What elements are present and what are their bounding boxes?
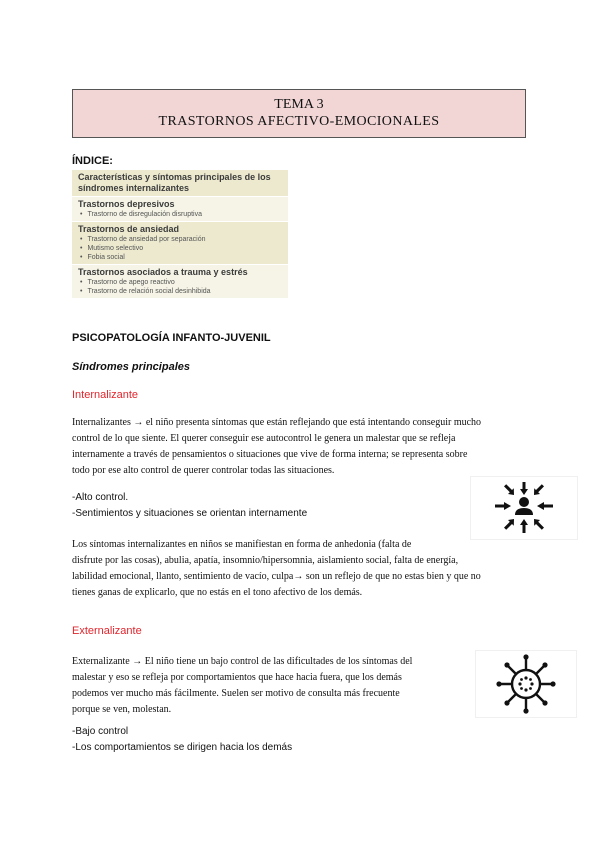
outward-burst-icon xyxy=(475,650,577,718)
index-section xyxy=(72,222,288,265)
index-item: • Mutismo selectivo xyxy=(78,244,284,253)
text-line: podemos ver mucho más fácilmente. Suelen ser motivo de consulta más frecuente xyxy=(72,688,400,699)
index-item: • Trastorno de disregulación disruptiva xyxy=(78,210,284,219)
index-section xyxy=(72,170,288,197)
title-line-1: TEMA 3 xyxy=(274,97,324,112)
index-section-heading: Trastornos depresivos xyxy=(78,199,175,209)
sindromes-heading: Síndromes principales xyxy=(72,361,190,373)
outward-burst-icon-graphic xyxy=(476,651,576,717)
internalizante-bullets xyxy=(72,490,307,522)
text-line: malestar y eso se refleja por comportamientos que hace hacia fuera, que los demás xyxy=(72,672,402,683)
externalizante-heading: Externalizante xyxy=(72,625,142,637)
text-line: tienes ganas de explicarlo, que no estás en el tono afectivo de los demás. xyxy=(72,587,363,598)
index-item: • Trastorno de relación social desinhibida xyxy=(78,287,284,296)
text-line: labilidad emocional, llanto, sentimiento de vacío, culpa→ son un reflejo de que no estas bien y que no xyxy=(72,571,481,582)
internalizante-symptoms-paragraph xyxy=(72,537,481,601)
text-line: Los síntomas internalizantes en niños se manifiestan en forma de anhedonia (falta de xyxy=(72,539,412,550)
title-line-2: TRASTORNOS AFECTIVO-EMOCIONALES xyxy=(158,114,440,129)
index-label: ÍNDICE: xyxy=(72,155,113,167)
index-section-heading: Trastornos asociados a trauma y estrés xyxy=(78,267,248,277)
index-section xyxy=(72,197,288,222)
bullet-line: -Bajo control xyxy=(72,726,129,737)
text-line: todo por ese alto control de querer controlar todas las situaciones. xyxy=(72,465,335,476)
title-box xyxy=(72,89,526,138)
text-line: Internalizantes → el niño presenta síntomas que están reflejando que está intentando conseguir mucho xyxy=(72,417,482,428)
psicopatologia-heading: PSICOPATOLOGÍA INFANTO-JUVENIL xyxy=(72,332,271,344)
index-section xyxy=(72,265,288,299)
text-line: disfrute por las cosas), abulia, apatía, insomnio/hipersomnia, aislamiento social, falta de energía, xyxy=(72,555,459,566)
text-line: internamente a través de pensamientos o situaciones que vive de forma interna; se representa sobre xyxy=(72,449,468,460)
index-item: • Trastorno de apego reactivo xyxy=(78,278,284,287)
internalizante-heading: Internalizante xyxy=(72,389,139,401)
inward-arrows-icon xyxy=(470,476,578,540)
bullet-line: -Los comportamientos se dirigen hacia los demás xyxy=(72,742,293,753)
externalizante-bullets xyxy=(72,724,292,756)
text-line: Externalizante → El niño tiene un bajo control de las dificultades de los síntomas del xyxy=(72,656,413,667)
text-line: porque se ven, molestan. xyxy=(72,704,172,715)
index-section-heading: Trastornos de ansiedad xyxy=(78,224,180,234)
externalizante-paragraph xyxy=(72,654,412,718)
text-line: control de lo que siente. El querer conseguir ese autocontrol le genera un malestar que se refleja xyxy=(72,433,456,444)
index-table xyxy=(72,170,288,299)
bullet-line: -Sentimientos y situaciones se orientan internamente xyxy=(72,508,308,519)
bullet-line: -Alto control. xyxy=(72,492,129,503)
index-item: • Fobia social xyxy=(78,253,284,262)
inward-arrows-icon-graphic xyxy=(471,477,577,539)
index-item: • Trastorno de ansiedad por separación xyxy=(78,235,284,244)
internalizante-paragraph xyxy=(72,415,481,479)
index-section-heading: Características y síntomas principales de los síndromes internalizantes xyxy=(78,172,271,193)
